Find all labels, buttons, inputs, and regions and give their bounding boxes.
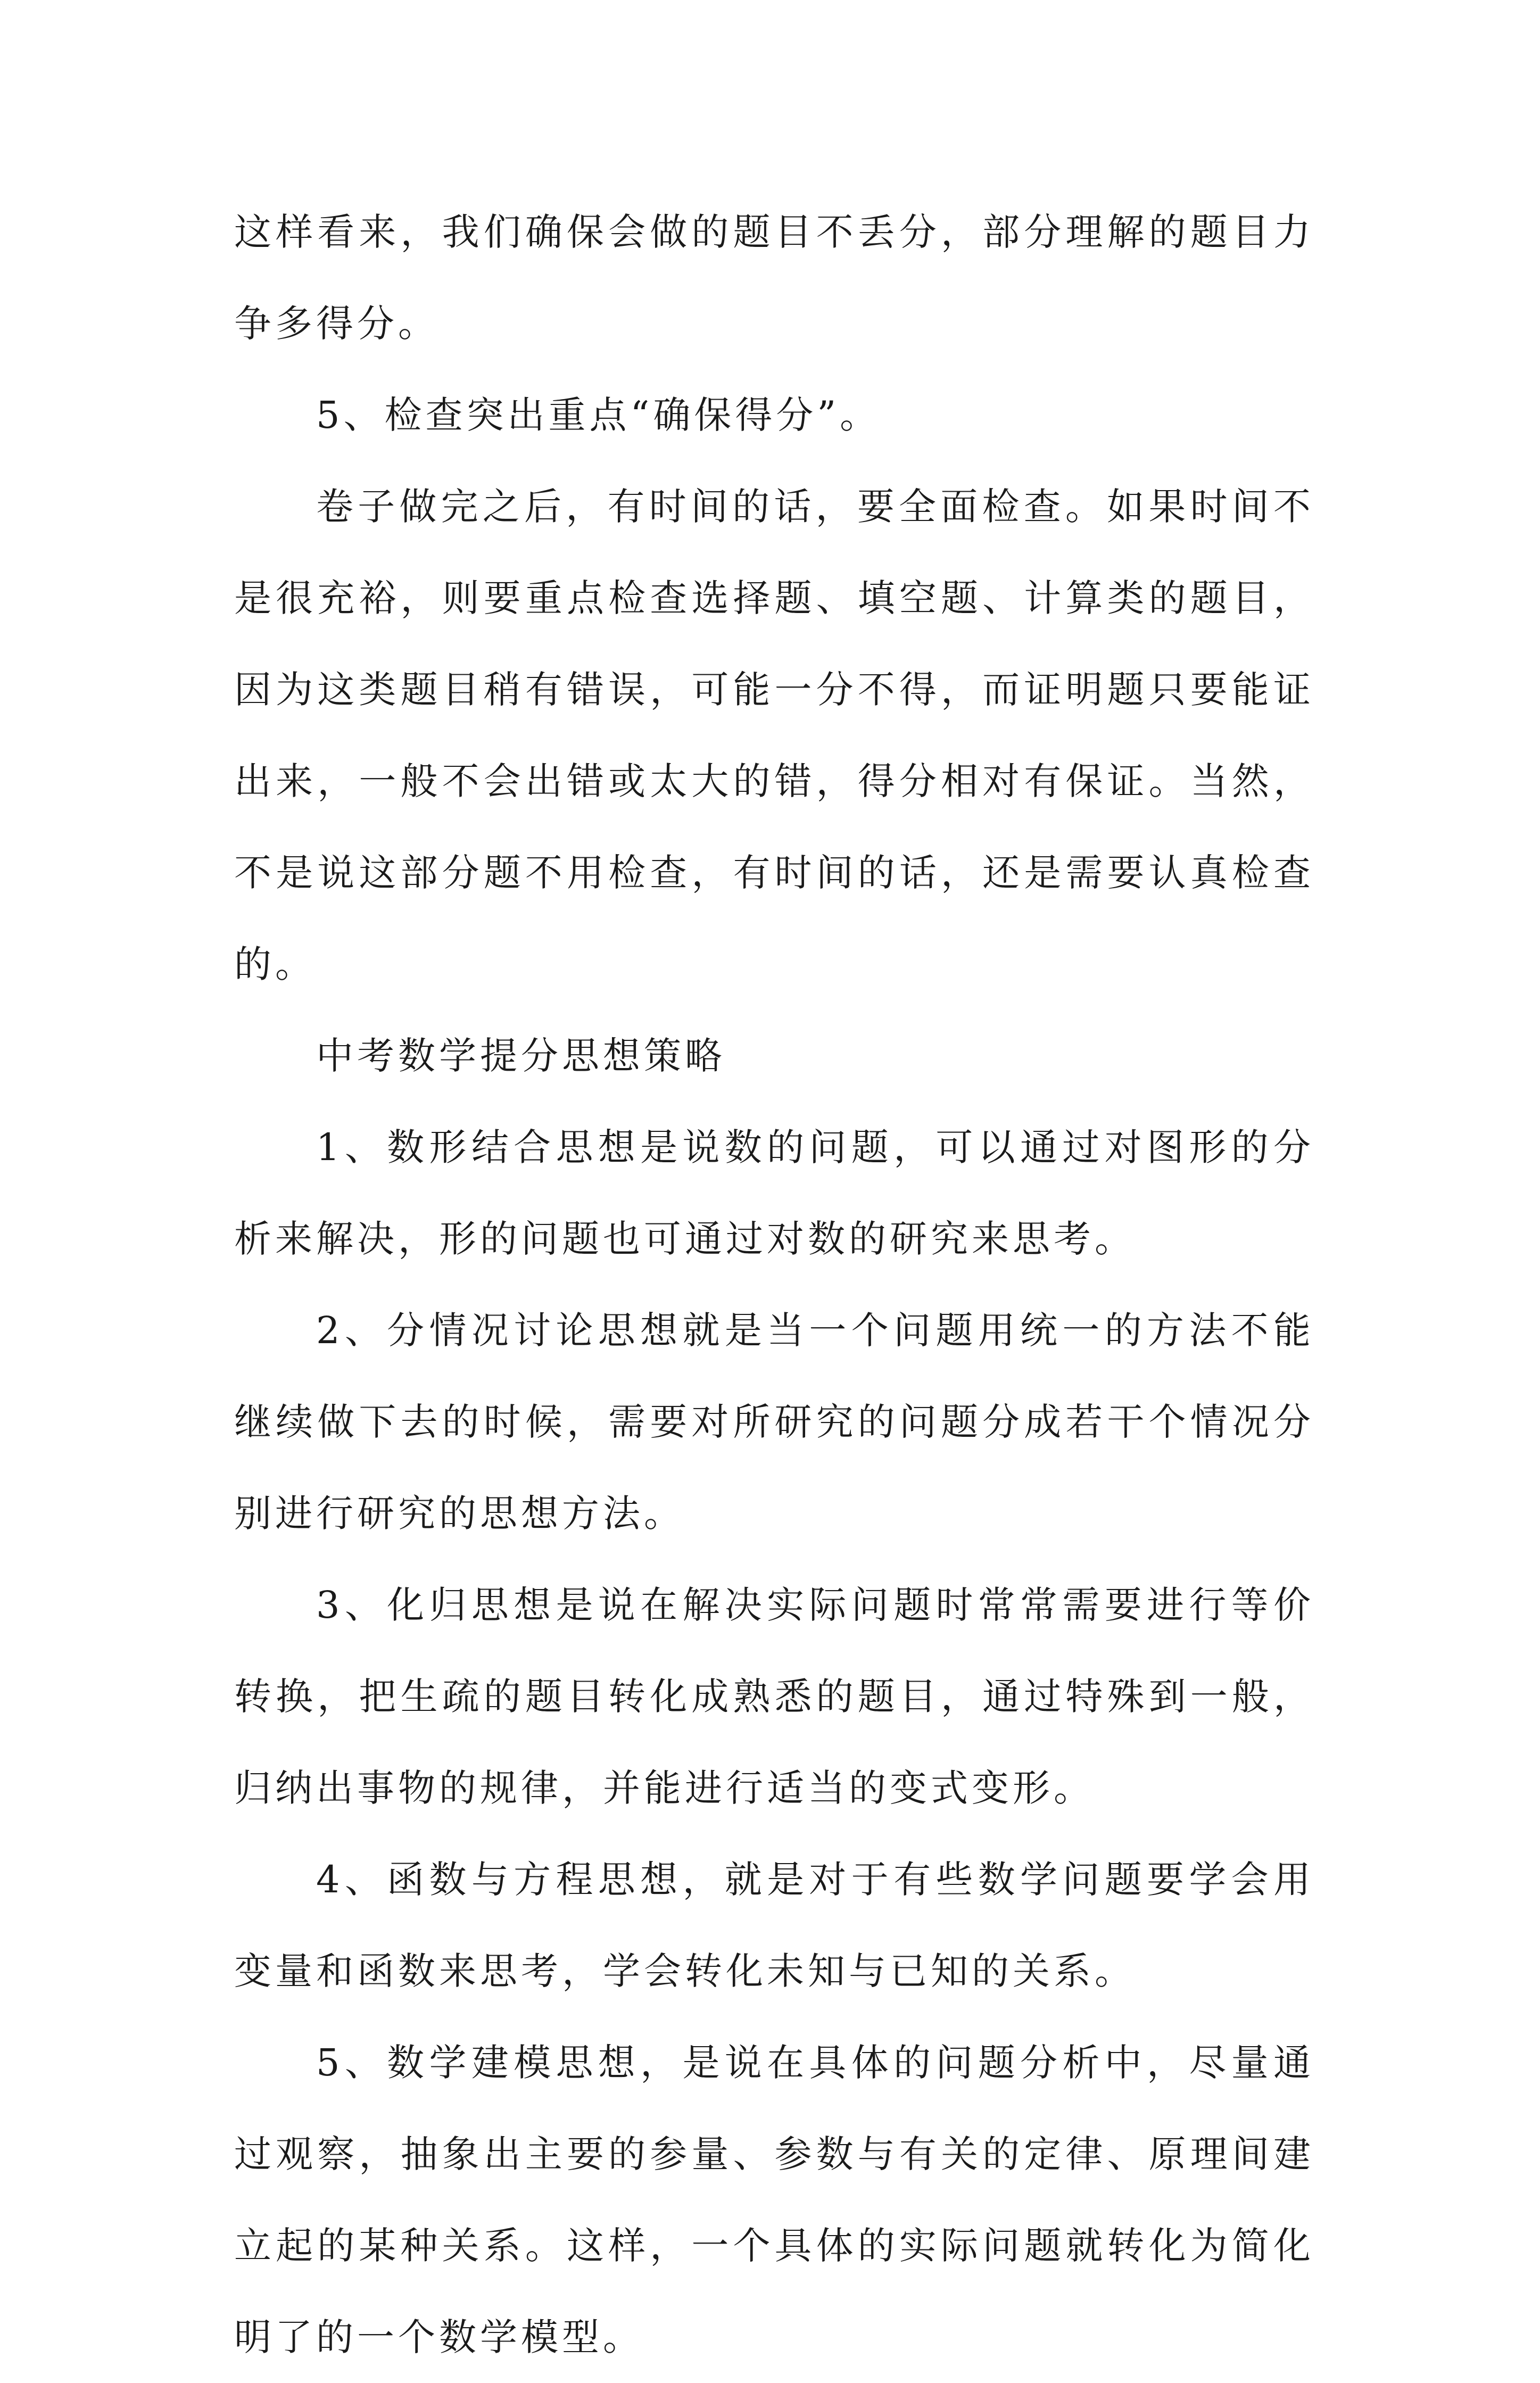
paragraph-strategy-5: 5、数学建模思想，是说在具体的问题分析中，尽量通过观察，抽象出主要的参量、参数与有关的定律、原理间建立起的某种关系。这样，一个具体的实际问题就转化为简化明了的一个数学模型。	[234, 2041, 1314, 2359]
paragraph-strategy-1: 1、数形结合思想是说数的问题，可以通过对图形的分析来解决，形的问题也可通过对数的研究来思考。	[234, 1126, 1314, 1261]
section-title-strategies: 中考数学提分思想策略	[316, 1034, 726, 1078]
paragraph-check-body: 卷子做完之后，有时间的话，要全面检查。如果时间不是很充裕，则要重点检查选择题、填空题、计算类的题目，因为这类题目稍有错误，可能一分不得，而证明题只要能证出来，一般不会出错或太大的错，得分相对有保证。当然，不是说这部分题不用检查，有时间的话，还是需要认真检查的。	[234, 485, 1314, 986]
paragraph-intro-continuation: 这样看来，我们确保会做的题目不丢分，部分理解的题目力争多得分。	[234, 210, 1314, 345]
paragraph-strategy-2: 2、分情况讨论思想就是当一个问题用统一的方法不能继续做下去的时候，需要对所研究的问题分成若干个情况分别进行研究的思想方法。	[234, 1309, 1314, 1535]
paragraph-check-heading: 5、检查突出重点“确保得分”。	[316, 393, 881, 437]
document-body	[234, 186, 1314, 2383]
paragraph-strategy-3: 3、化归思想是说在解决实际问题时常常需要进行等价转换，把生疏的题目转化成熟悉的题目，通过特殊到一般，归纳出事物的规律，并能进行适当的变式变形。	[234, 1583, 1314, 1810]
paragraph-strategy-4: 4、函数与方程思想，就是对于有些数学问题要学会用变量和函数来思考，学会转化未知与已知的关系。	[234, 1858, 1314, 1993]
